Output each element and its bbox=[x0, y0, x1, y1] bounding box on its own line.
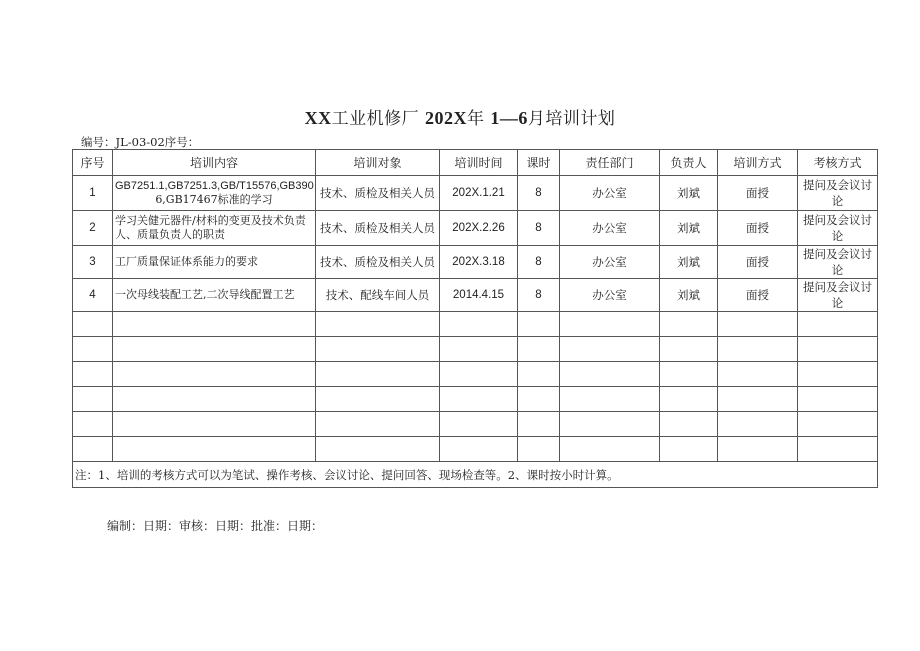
cell-method: 面授 bbox=[718, 246, 798, 279]
cell-method: 面授 bbox=[718, 176, 798, 211]
cell-no: 4 bbox=[73, 279, 113, 312]
cell-assess: 提问及会议讨论 bbox=[798, 176, 878, 211]
table-row bbox=[73, 279, 878, 312]
document-title: XX工业机修厂 202X年 1—6月培训计划 bbox=[304, 108, 616, 129]
training-plan-table bbox=[72, 149, 878, 488]
cell-method: 面授 bbox=[718, 211, 798, 246]
cell-owner: 刘斌 bbox=[660, 176, 718, 211]
cell-content-line: 6,GB17467标准的学习 bbox=[155, 193, 273, 206]
table-note: 注：1、培训的考核方式可以为笔试、操作考核、会议讨论、提问回答、现场检查等。2、课时按小时计算。 bbox=[73, 462, 878, 488]
cell-time: 202X.2.26 bbox=[440, 211, 518, 246]
cell-dept: 办公室 bbox=[560, 211, 660, 246]
header-no: 序号 bbox=[73, 150, 113, 176]
table-row bbox=[73, 211, 878, 246]
document-number: 编号：JL-03-02序号： bbox=[81, 135, 200, 149]
header-time: 培训时间 bbox=[440, 150, 518, 176]
signature-line: 编制：日期：审核：日期：批准：日期： bbox=[107, 519, 324, 533]
cell-time: 202X.3.18 bbox=[440, 246, 518, 279]
cell-hours: 8 bbox=[518, 279, 560, 312]
header-content: 培训内容 bbox=[113, 150, 316, 176]
cell-owner: 刘斌 bbox=[660, 279, 718, 312]
cell-content-line: GB7251.1,GB7251.3,GB/T15576,GB390 bbox=[115, 180, 314, 192]
cell-content-line: 学习关健元器件/材料的变更及技术负责 bbox=[115, 214, 306, 227]
cell-content bbox=[113, 211, 316, 246]
table-row-empty bbox=[73, 412, 878, 437]
header-target: 培训对象 bbox=[316, 150, 440, 176]
cell-content: 工厂质量保证体系能力的要求 bbox=[113, 246, 316, 279]
cell-target: 技术、质检及相关人员 bbox=[316, 176, 440, 211]
cell-content: 一次母线装配工艺,二次导线配置工艺 bbox=[113, 279, 316, 312]
header-assess: 考核方式 bbox=[798, 150, 878, 176]
cell-content-line: 人、质量负责人的职责 bbox=[115, 228, 225, 241]
header-hours: 课时 bbox=[518, 150, 560, 176]
cell-owner: 刘斌 bbox=[660, 211, 718, 246]
table-row-empty bbox=[73, 387, 878, 412]
cell-hours: 8 bbox=[518, 176, 560, 211]
table-row-empty bbox=[73, 362, 878, 387]
cell-time: 202X.1.21 bbox=[440, 176, 518, 211]
cell-assess: 提问及会议讨论 bbox=[798, 211, 878, 246]
cell-no: 2 bbox=[73, 211, 113, 246]
cell-dept: 办公室 bbox=[560, 279, 660, 312]
header-owner: 负责人 bbox=[660, 150, 718, 176]
cell-assess: 提问及会议讨论 bbox=[798, 279, 878, 312]
cell-dept: 办公室 bbox=[560, 176, 660, 211]
header-method: 培训方式 bbox=[718, 150, 798, 176]
cell-assess: 提问及会议讨论 bbox=[798, 246, 878, 279]
table-row-empty bbox=[73, 337, 878, 362]
header-dept: 责任部门 bbox=[560, 150, 660, 176]
cell-no: 3 bbox=[73, 246, 113, 279]
cell-time: 2014.4.15 bbox=[440, 279, 518, 312]
cell-owner: 刘斌 bbox=[660, 246, 718, 279]
table-row-empty bbox=[73, 312, 878, 337]
cell-content bbox=[113, 176, 316, 211]
cell-dept: 办公室 bbox=[560, 246, 660, 279]
cell-hours: 8 bbox=[518, 211, 560, 246]
table-row bbox=[73, 246, 878, 279]
cell-target: 技术、质检及相关人员 bbox=[316, 246, 440, 279]
cell-hours: 8 bbox=[518, 246, 560, 279]
table-header-row bbox=[73, 150, 878, 176]
cell-no: 1 bbox=[73, 176, 113, 211]
cell-target: 技术、质检及相关人员 bbox=[316, 211, 440, 246]
table-row-empty bbox=[73, 437, 878, 462]
cell-method: 面授 bbox=[718, 279, 798, 312]
table-note-row bbox=[73, 462, 878, 488]
cell-target: 技术、配线车间人员 bbox=[316, 279, 440, 312]
table-row bbox=[73, 176, 878, 211]
